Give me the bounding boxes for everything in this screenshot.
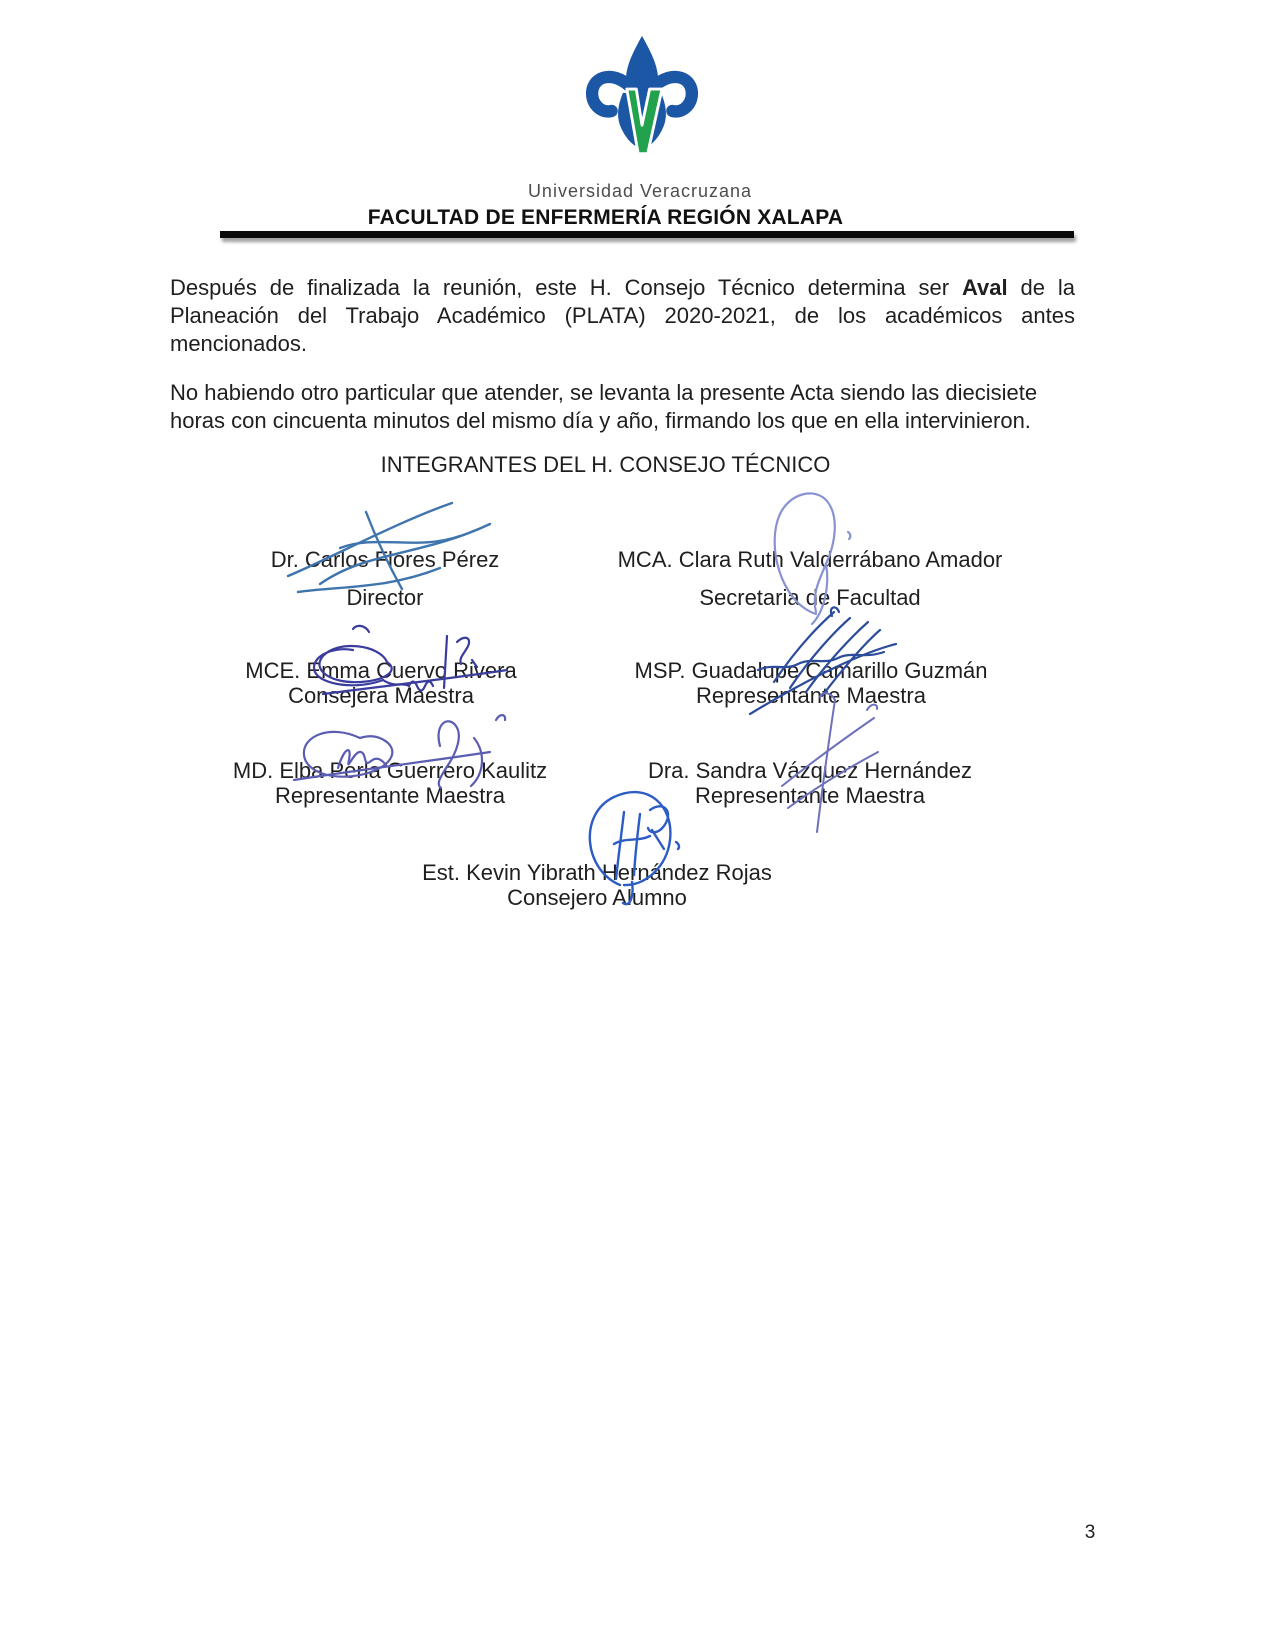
aval-bold-word: Aval bbox=[961, 275, 1008, 300]
paragraph-aval-post: de la Planeación del Trabajo Académico (PLATA) 2020-2021, de los académicos antes mencionados. bbox=[170, 275, 1075, 356]
paragraph-aval bbox=[170, 274, 1075, 358]
page-number: 3 bbox=[1084, 1522, 1096, 1543]
faculty-title: FACULTAD DE ENFERMERÍA REGIÓN XALAPA bbox=[367, 206, 844, 229]
signatory-block-consejero-alumno bbox=[384, 862, 810, 909]
signatory-block-consejera-maestra bbox=[168, 660, 594, 707]
signatories-heading: INTEGRANTES DEL H. CONSEJO TÉCNICO bbox=[380, 452, 831, 477]
paragraph-aval-pre: Después de finalizada la reunión, este H. Consejo Técnico determina ser bbox=[170, 275, 962, 300]
signatory-block-secretaria bbox=[597, 549, 1023, 609]
signatory-name: Est. Kevin Yibrath Hernández Rojas bbox=[422, 860, 772, 885]
signatory-name: MCA. Clara Ruth Valderrábano Amador bbox=[617, 547, 1003, 572]
header-rule bbox=[220, 231, 1074, 238]
signatory-role: Director bbox=[346, 585, 424, 610]
signatory-name: MCE. Emma Cuervo Rivera bbox=[245, 658, 517, 683]
signatory-block-representante-2 bbox=[177, 760, 603, 807]
signatory-block-director bbox=[172, 549, 598, 609]
signatory-role: Secretaria de Facultad bbox=[699, 585, 921, 610]
universidad-veracruzana-logo-icon bbox=[585, 34, 699, 167]
signatory-role: Representante Maestra bbox=[695, 783, 925, 808]
signatory-role: Representante Maestra bbox=[696, 683, 926, 708]
signatory-block-representante-3 bbox=[597, 760, 1023, 807]
signatory-role: Representante Maestra bbox=[275, 783, 505, 808]
institution-wordmark: Universidad Veracruzana bbox=[527, 181, 753, 201]
signatory-block-representante-1 bbox=[598, 660, 1024, 707]
paragraph-closing: No habiendo otro particular que atender, se levanta la presente Acta siendo las diecisiete horas con cincuenta minutos del mismo día y año, firmando los que en ella intervinieron. bbox=[170, 380, 1038, 433]
signatory-name: Dra. Sandra Vázquez Hernández bbox=[647, 758, 973, 783]
signatory-role: Consejero Alumno bbox=[507, 885, 687, 910]
signatory-name: Dr. Carlos Flores Pérez bbox=[270, 547, 500, 572]
signatory-name: MSP. Guadalupe Camarillo Guzmán bbox=[634, 658, 988, 683]
signatory-role: Consejera Maestra bbox=[288, 683, 474, 708]
signatory-name: MD. Elba Perla Guerrero Kaulitz bbox=[232, 758, 548, 783]
